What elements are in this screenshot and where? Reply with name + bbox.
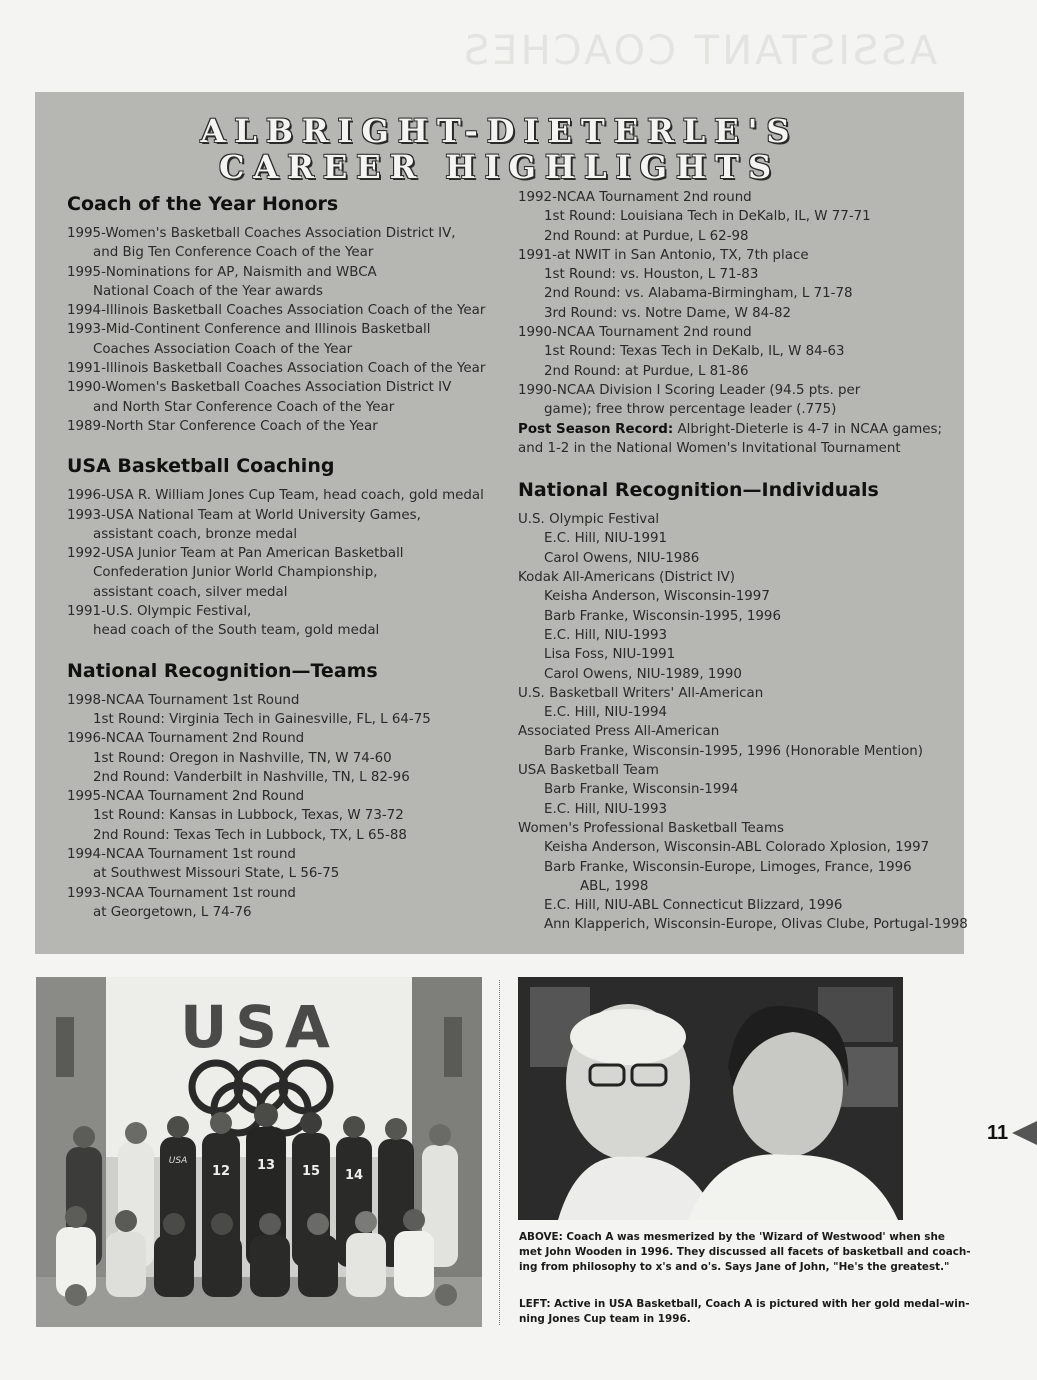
list-item: 1992-USA Junior Team at Pan American Basketball [67, 546, 404, 562]
team-photo [36, 977, 482, 1327]
title-line-1: ALBRIGHT-DIETERLE'S [200, 112, 799, 150]
list-item: 1989-North Star Conference Coach of the Year [67, 418, 378, 434]
list-item: 1st Round: Virginia Tech in Gainesville, FL, L 64-75 [93, 711, 431, 727]
list-item: Barb Franke, Wisconsin-1995, 1996 [544, 608, 781, 624]
list-item: and Big Ten Conference Coach of the Year [93, 245, 374, 261]
list-item: Ann Klapperich, Wisconsin-Europe, Olivas Clube, Portugal-1998 [544, 917, 968, 933]
post-season-text-2: and 1-2 in the National Women's Invitational Tournament [518, 440, 901, 456]
list-item: 1991-U.S. Olympic Festival, [67, 604, 252, 620]
section-heading: Coach of the Year Honors [67, 193, 339, 215]
list-item: 2nd Round: Vanderbilt in Nashville, TN, L 82-96 [93, 769, 410, 785]
list-item: 1st Round: Kansas in Lubbock, Texas, W 73-72 [93, 808, 404, 824]
section-heading: USA Basketball Coaching [67, 455, 335, 478]
post-season-record [518, 420, 958, 439]
right-column [518, 188, 968, 935]
career-highlights-panel [35, 92, 968, 954]
list-item: 1998-NCAA Tournament 1st Round [67, 692, 300, 708]
team-photo-illustration [36, 977, 482, 1327]
individuals-list [518, 510, 968, 935]
list-item: Keisha Anderson, Wisconsin-ABL Colorado Xplosion, 1997 [544, 840, 930, 856]
list-item: at Georgetown, L 74-76 [93, 904, 252, 920]
list-item: 1993-Mid-Continent Conference and Illinois Basketball [67, 322, 431, 338]
list-item: 1991-Illinois Basketball Coaches Association Coach of the Year [67, 361, 486, 377]
list-item: 1996-NCAA Tournament 2nd Round [67, 731, 305, 747]
list-item: Barb Franke, Wisconsin-1994 [544, 782, 739, 798]
list-item: Carol Owens, NIU-1986 [544, 550, 700, 566]
list-item: E.C. Hill, NIU-1993 [544, 627, 668, 643]
caption-above: ABOVE: Coach A was mesmerized by the 'Wizard of Westwood' when she met John Wooden in 1996. They discussed all facets of basketball and coach-ing from philosophy to x's and o's. Says Jane of John, "He's the greatest." [519, 1231, 971, 1273]
list-item: 1993-NCAA Tournament 1st round [67, 885, 296, 901]
list-item: Women's Professional Basketball Teams [518, 820, 784, 836]
list-item: U.S. Olympic Festival [518, 512, 660, 528]
list-item: 1st Round: Louisiana Tech in DeKalb, IL, W 77-71 [544, 209, 871, 225]
list-item: head coach of the South team, gold medal [93, 623, 380, 639]
list-item: 1st Round: vs. Houston, L 71-83 [544, 267, 759, 283]
list-item: 1994-Illinois Basketball Coaches Association Coach of the Year [67, 303, 486, 319]
list-item: National Coach of the Year awards [93, 283, 324, 299]
list-item: 1995-Women's Basketball Coaches Association District IV, [67, 226, 456, 241]
list-item: Lisa Foss, NIU-1991 [544, 647, 676, 663]
tournament-list [518, 188, 958, 420]
list-item: Barb Franke, Wisconsin-1995, 1996 (Honorable Mention) [544, 743, 923, 759]
list-item: 3rd Round: vs. Notre Dame, W 84-82 [544, 305, 791, 321]
page-arrow-icon [1012, 1121, 1037, 1145]
photo-divider [499, 980, 500, 1325]
post-season-label: Post Season Record: [518, 421, 674, 437]
list-item: Associated Press All-American [518, 724, 720, 740]
list-item: 1995-Nominations for AP, Naismith and WBCA [67, 264, 377, 280]
list-item: Carol Owens, NIU-1989, 1990 [544, 666, 742, 682]
list-item: 2nd Round: at Purdue, L 62-98 [544, 228, 749, 244]
list-item: Kodak All-Americans (District IV) [518, 570, 736, 586]
jersey-number-2: 13 [256, 1158, 276, 1173]
list-item: ABL, 1998 [580, 878, 649, 894]
list-item: E.C. Hill, NIU-1991 [544, 531, 668, 547]
list-item: 2nd Round: vs. Alabama-Birmingham, L 71-78 [544, 286, 853, 302]
jersey-number-4: 14 [344, 1168, 364, 1183]
wooden-photo-illustration [518, 977, 903, 1220]
individuals-heading: National Recognition—Individuals [518, 479, 879, 502]
list-item: Barb Franke, Wisconsin-Europe, Limoges, France, 1996 [544, 859, 912, 875]
jersey-logo-text: USA [168, 1156, 188, 1166]
caption-left: LEFT: Active in USA Basketball, Coach A is pictured with her gold medal–win-ning Jones Cup team in 1996. [519, 1298, 970, 1325]
list-item: Confederation Junior World Championship, [93, 565, 378, 581]
title-line-2: CAREER HIGHLIGHTS [218, 148, 781, 186]
list-item: 1996-USA R. William Jones Cup Team, head coach, gold medal [67, 488, 484, 504]
list-item: E.C. Hill, NIU-ABL Connecticut Blizzard, 1996 [544, 898, 843, 914]
wooden-photo [518, 977, 903, 1220]
left-column [67, 192, 487, 922]
post-season-text-1: Albright-Dieterle is 4-7 in NCAA games; [673, 421, 942, 437]
list-item: E.C. Hill, NIU-1993 [544, 801, 668, 817]
list-item: 1st Round: Oregon in Nashville, TN, W 74-60 [93, 750, 392, 766]
list-item: 2nd Round: Texas Tech in Lubbock, TX, L 65-88 [93, 827, 407, 843]
list-item: 1990-Women's Basketball Coaches Association District IV [67, 380, 452, 396]
list-item: game); free throw percentage leader (.775) [544, 402, 837, 418]
section-heading: National Recognition—Teams [67, 659, 378, 682]
list-item: 1994-NCAA Tournament 1st round [67, 847, 296, 863]
section-header-reversed: ASSISTANT COACHES [460, 28, 937, 74]
jersey-number-3: 15 [301, 1164, 321, 1179]
jersey-number-1: 12 [211, 1164, 231, 1179]
list-item: 1st Round: Texas Tech in DeKalb, IL, W 84-63 [544, 344, 845, 360]
list-item: U.S. Basketball Writers' All-American [518, 685, 764, 701]
list-item: 1990-NCAA Division I Scoring Leader (94.5 pts. per [518, 382, 861, 398]
list-item: assistant coach, silver medal [93, 584, 288, 600]
list-item: 1995-NCAA Tournament 2nd Round [67, 789, 305, 805]
list-item: Keisha Anderson, Wisconsin-1997 [544, 589, 770, 605]
list-item: at Southwest Missouri State, L 56-75 [93, 866, 340, 882]
list-item: 2nd Round: at Purdue, L 81-86 [544, 363, 749, 379]
list-item: 1990-NCAA Tournament 2nd round [518, 325, 752, 341]
list-item: 1993-USA National Team at World University Games, [67, 507, 421, 523]
list-item: USA Basketball Team [518, 763, 659, 779]
list-item: 1992-NCAA Tournament 2nd round [518, 190, 752, 205]
usa-sign-text: USA [180, 993, 338, 1061]
list-item: Coaches Association Coach of the Year [93, 341, 353, 357]
list-item: assistant coach, bronze medal [93, 526, 298, 542]
list-item: and North Star Conference Coach of the Year [93, 399, 395, 415]
list-item: 1991-at NWIT in San Antonio, TX, 7th place [518, 247, 809, 263]
page-number: 11 [987, 1122, 1009, 1144]
list-item: E.C. Hill, NIU-1994 [544, 705, 668, 721]
